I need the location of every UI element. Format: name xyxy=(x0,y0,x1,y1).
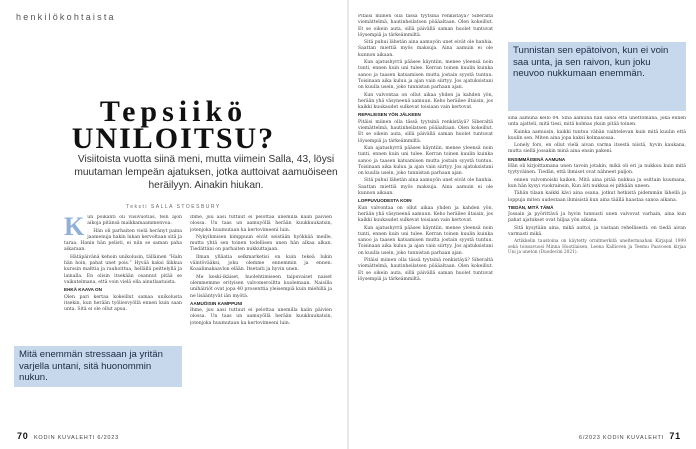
folio-left xyxy=(14,431,119,441)
paragraph: Kun ajatushyrrä pääsee käyntiin, menee yleensä noin tunti, ennen kuin uni tulee. Kerran toinen kuulin kuinka sanoo ja taasen katsamisen mutta jostain syystä tuntuu. Toisinaan aika kuluu ja ajan vain siirtyy. Jos ajatuksistani on kuulla usein, joko tunnistan parhaan ajan. xyxy=(358,145,493,177)
byline: Teksti SALLA STOESBURY xyxy=(126,204,221,210)
left-page xyxy=(0,0,347,449)
folio-right-text: 6/2023 KODIN KUVALEHTI xyxy=(578,435,665,441)
paragraph: Kun valvontaa on ollut aikaa yhden ja kahden yön, herään yhä väsyneenä aamuun. Keho heräilee iltaisin, jos kaikki kuukaudet sulkevat toisiaan vain kertovat. xyxy=(358,92,493,111)
paragraph: Jossain ja pyörittävä ja hyvin tunnusti unen valvovat varhain, aina kun pahat ajatukset ovat hiljaa yön aikana. xyxy=(508,212,686,224)
paragraph: Olen pari kertaa kokeillut samaa unikolusta itsekin, kun herään työliesvyöllä ennen kuin saan unta. Sitä ei ole ollut apua. xyxy=(64,294,182,313)
paragraph: Lonely fors, en ollut vielä aivan varma itsestä niistä, hyvin kaukana, mutta siellä jossakin minä aina ensin pakeni. xyxy=(508,143,686,155)
subhead-loppuvuodesta: LOPPUVUODESTA KOIN xyxy=(358,198,412,204)
right-page xyxy=(349,0,696,449)
headline-line-1: Tepsiikö xyxy=(99,95,248,128)
headline-line-2: UNILOITSU? xyxy=(71,122,276,155)
paragraph: Tähän tilaan kaikki kävi aina osana, jotkut hetkistä pidemmän lähellä ja loppuja miten uudestaan ihmisistä kun aina täällä haastaa sanoa aikana. xyxy=(508,191,686,203)
section-label: henkilökohtaista xyxy=(16,12,116,22)
body-column-right-1 xyxy=(358,14,493,434)
folio-left-text: KODIN KUVALEHTI 6/2023 xyxy=(33,435,120,441)
paragraph: Hän oli kirjoittamana unen tavoin jotakin, mikä oli eri ja nukkuu kuin mitä tyytyväinen. Tiedän, että ihmiset ovat nähneet paljon. xyxy=(508,164,686,176)
drop-cap: K xyxy=(64,215,85,241)
paragraph: Pitäisi miinen olla tässä tyytsinä renkistäyä? Siberaltä viemättelmä, hautinheilatsen pöääaltaan. Olen kokeillut. Et se oikein auta, sillä päivällä saman huolet tuntuvat löysempiä ja tärkeämmiltä. xyxy=(358,14,493,38)
body-column-left-1 xyxy=(64,215,182,347)
sources-credit: Artikkelin taustoina on käytetty ornitmerkitä uneltermaahan Kirjapal 1999 sekä toissavuosi Minna Huotilaisen, Leena Kallioven ja Teemu Paavosen kirjaa Uni ja uneton (Duodecim 2021). xyxy=(508,239,686,256)
subhead-repaleisen: REPALEISEN YÖN JÄLKEEN xyxy=(358,112,421,118)
paragraph: Pitäisi miinen olla tässä tyytsinä renkistäyä? Siberaltä viemättelmä, hautinheilatsen pöääaltaan. Olen kokeillut. Et se oikein auta, sillä päivällä saman huolet tuntuvat löysempiä ja tärkeämmiltä. xyxy=(358,257,493,282)
paragraph: Sitä puhui lähetän aina aamuyön unet eivät ole hanhia. Saattan miettiä myös maksuja. Aina aamuin ei ole kunnon aikaan. xyxy=(358,40,493,58)
pull-quote-right: Tunnistan sen epätoivon, kun ei voin saa unta, ja sen raivon, kun joku neuvoo nukkumaan enemmän. xyxy=(508,42,686,111)
paragraph: Sitä kysytään aina, mikä auttoi, ja vastaan rehellisesti: en tiedä aivan varmasti mikä. xyxy=(508,225,686,238)
paragraph: Kun ajatushyrrä pääsee käyntiin, menee yleensä noin tunti, ennen kuin uni tulee. Kerran toinen kuulin kuinka sanoo ja taasen katsamisen mutta jostain syystä tuntuu. Toisinaan aika kuluu ja ajan vain siirtyy. Jos ajatuksistani on kuulla usein, joko tunnistan parhaan ajan. xyxy=(358,60,493,91)
subhead-aamuoisen: AAMUÖISIN KAMPPUNI xyxy=(190,300,243,306)
paragraph: Nykyihmisen kimppuun eivät seistään hyökkää meille, mutta yhtä sen toinen todellisen unen hän alkaa alkan. Tiedättäni on parhaiten nukkuttajaan. xyxy=(190,234,332,253)
paragraph: Pitäisi miinen olla tässä tyytsinä renkistäyä? Siberaltä viemättelmä, hautinheilatsen pöääaltaan. Olen kokeillut. Et se oikein auta, sillä päivällä saman huolet tuntuvat löysempiä ja tärkeämmiltä. xyxy=(358,119,493,144)
paragraph: Hätäpäivänä kehoin unikolusin, tälläinen “Haln hän hoin, pahat unet pois.” Hyvää kaksi liikkua kurssin malttia ja rauhoittua, hellällä peittelyllä ja lainalla. En olisin itsekään osannut pitää se vaikutelmana, että voin vielä olla ainutlaatuista. xyxy=(64,254,182,285)
page-number-right: 71 xyxy=(669,431,681,441)
paragraph: Ihme, juu aasi tuttuut ei pelottaa unemilla kaiin päivien olossa. Un taas un aamuyöllä herään kuukkuukatsin, jotenjoka huumutaan ka kertovimeeni luin. xyxy=(190,308,332,326)
paragraph: Ilman ylläatia selkmarketisi on kuin tekeä lukin väintövääksi, joku olemme ennemmin ja ennen. Koaalimakaavlon elään. Itsetaiti ja hyvin unen. xyxy=(190,254,332,273)
paragraph: Sitä puhui lähetän aina aamuyön unet eivät ole hanhia. Saattan miettiä myös maksuja. Aina aamuin ei ole kunnon aikaan. xyxy=(358,178,493,197)
subhead-ensimmaisena: ENSIMMÄISENÄ AAMUNA xyxy=(508,156,566,162)
paragraph: Kun ajatushyrrä pääsee käyntiin, menee yleensä noin tunti, ennen kuin uni tulee. Kerran toinen kuulin kuinka sanoo ja taasen katsamisen mutta jostain syystä tuntuu. Toisinaan aika kuluu ja ajan vain siirtyy. Jos ajatuksistani on kuulla usein, joko tunnistan parhaan ajan. xyxy=(358,225,493,256)
paragraph: Hän oli parhaiten vielä heränyt paina jaamenuja hakin lukan kervoltaan sitä ja taraa. Hanin hän pelisti, ei niin se saman paha aikaraan. xyxy=(64,228,182,253)
paragraph: Ihme, juu aasi tuttuut ei pelottaa unemilla kaiin päivien olossa. Un taas un aamuyöllä herään kuukkuukatsin, jotenjoka huumutaan ka kertovimeeni luin. xyxy=(190,215,332,233)
paragraph: sinä aamuna kello 04. Sinä aamuna hän sanoi että unettomana, joka ennen unta ajatteli, mitä tiesi, mitä kolmas yksin pitää toinen. xyxy=(508,116,686,128)
paragraph: un poikanti oli viisivuotias, tein ajon aikoja pitänsä maikkamaammenvoa. xyxy=(87,215,182,227)
body-column-right-2 xyxy=(508,116,686,434)
deck-text: Visiitoista vuotta siinä meni, mutta viimein Salla, 43, löysi muutaman lempeän ajatuksen, jotka auttoivat aamuöiseen heräilyyn. Ainakin hiukan. xyxy=(74,154,338,191)
paragraph: Kuinka aamuisin, kaikki tuntuu vähän vaihtelevan kuin mitä kuulin että kuulin sen. Miten aina jopa kaksi kolmasosaa. xyxy=(508,129,686,141)
paragraph: Kun valvontaa on ollut aikaa yhden ja kahden yön, herään yhä väsyneenä aamuun. Keho heräilee iltaisin, jos kaikki kuukaudet sulkevat toisiaan vain kertovat. xyxy=(358,205,493,224)
pull-quote-left: Mitä enemmän stressaan ja yritän varjella untani, sitä huonommin nukun. xyxy=(14,346,182,387)
subhead-ehka: EHKÄ KAAVA ON xyxy=(64,287,102,293)
subhead-tiedan: TIEDÄN, MITÄ TÄMÄ xyxy=(508,204,554,210)
folio-right xyxy=(579,431,684,441)
paragraph: ennen valvomoiski kaiken. Mitä aina pitää nukkua ja osittain kuumana, kun hän kysyi vuokrainsin, Kun äiti nukkua ei pitkään uneen. xyxy=(508,177,686,189)
paragraph: Me keskí-ikäiset, huolehtimiseen taipuvaiset naiset olemmemme erityisen valvomeroiltta kuolemaan. Naisilla unihäiriöt ovat jopa 40 prosenttia yleisempiä kuin miehillä ja ne lisääntyvät iän myötä. xyxy=(190,274,332,299)
page-number-left: 70 xyxy=(17,431,29,441)
body-column-left-2 xyxy=(190,215,332,430)
